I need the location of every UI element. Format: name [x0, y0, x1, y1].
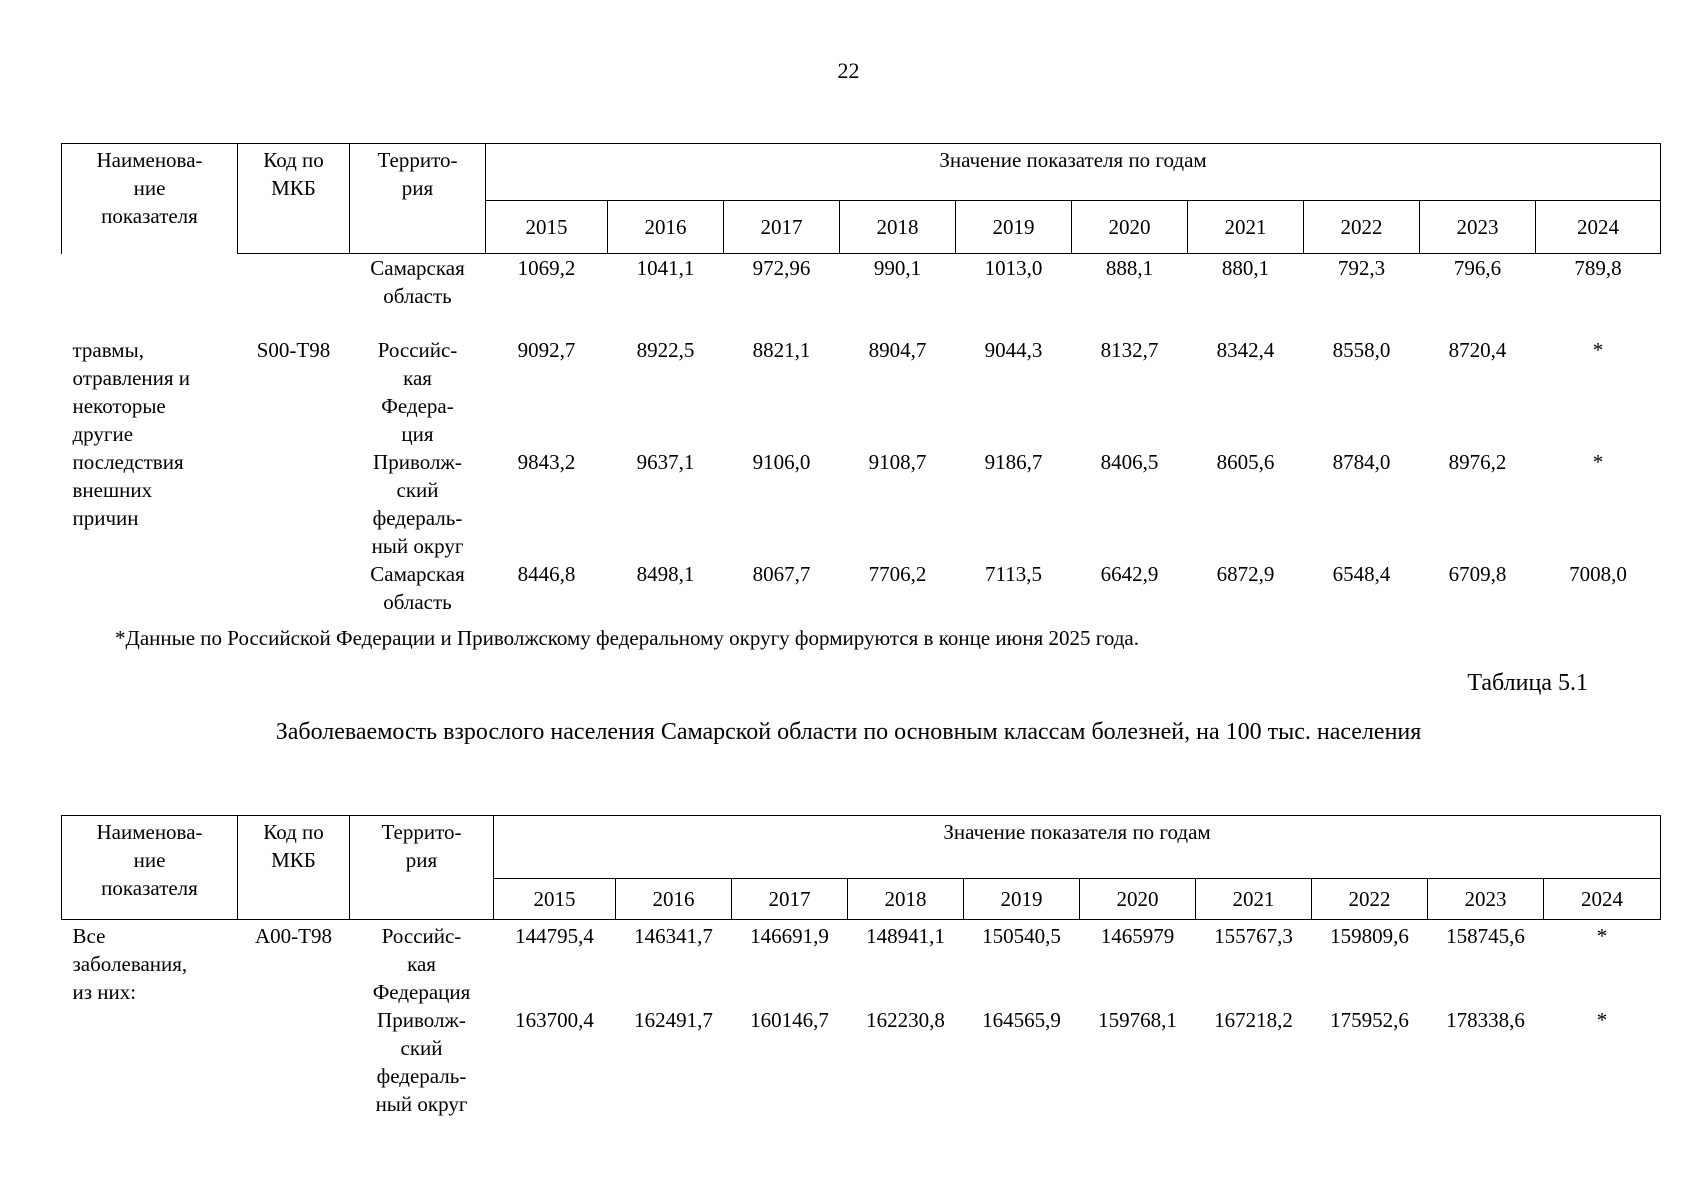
table-number: Таблица 5.1 [1467, 670, 1588, 696]
value-cell: 6548,4 [1332, 561, 1391, 586]
year-header: 2019 [964, 879, 1080, 920]
year-header: 2017 [724, 201, 840, 254]
value-cell: 158745,6 [1446, 924, 1525, 948]
value-cell: 8720,4 [1448, 337, 1507, 362]
year-header: 2021 [1188, 201, 1304, 254]
value-cell: 8498,1 [636, 561, 695, 586]
table-injuries [61, 143, 1661, 616]
value-cell: 162491,7 [634, 1008, 713, 1032]
year-header: 2021 [1196, 879, 1312, 920]
value-cell: 9843,2 [517, 449, 576, 474]
value-cell: 159768,1 [1098, 1008, 1177, 1032]
year-header: 2018 [840, 201, 956, 254]
value-cell: 8605,6 [1216, 449, 1275, 474]
value-cell: 7113,5 [985, 561, 1042, 586]
header-code: Код по МКБ [238, 816, 350, 920]
value-cell: 6642,9 [1100, 561, 1159, 586]
year-header: 2022 [1304, 201, 1420, 254]
value-cell: 148941,1 [866, 924, 945, 948]
year-header: 2024 [1544, 879, 1661, 920]
year-header: 2020 [1072, 201, 1188, 254]
year-header: 2024 [1536, 201, 1661, 254]
value-cell: * [1592, 337, 1604, 362]
header-values-group: Значение показателя по годам [494, 816, 1661, 879]
header-territory: Террито- рия [350, 816, 494, 920]
page-number: 22 [837, 58, 860, 83]
year-header: 2023 [1420, 201, 1536, 254]
value-cell: 9186,7 [984, 449, 1043, 474]
value-cell: 796,6 [1453, 256, 1502, 280]
table-row [62, 336, 1661, 448]
value-cell: 789,8 [1574, 256, 1622, 280]
header-territory: Террито- рия [350, 144, 486, 254]
header-name: Наименова- ние показателя [62, 144, 238, 254]
value-cell: 160146,7 [750, 1008, 829, 1032]
value-cell: 9637,1 [636, 449, 695, 474]
territory-cell: Приволж- ский федераль- ный округ [371, 449, 464, 558]
footnote: *Данные по Российской Федерации и Приволжскому федеральному округу формируются в конце июня 2025 года. [115, 626, 1139, 650]
territory-cell: Российс- кая Федера- ция [377, 337, 458, 446]
year-header: 2016 [616, 879, 732, 920]
value-cell: 164565,9 [982, 1008, 1061, 1032]
value-cell: 8821,1 [752, 337, 811, 362]
value-cell: 8922,5 [636, 337, 695, 362]
year-header: 2016 [608, 201, 724, 254]
header-code: Код по МКБ [238, 144, 350, 254]
table-all-diseases [61, 815, 1661, 1118]
value-cell: 990,1 [873, 256, 922, 280]
value-cell: 7008,0 [1569, 561, 1627, 586]
value-cell: 150540,5 [982, 924, 1061, 948]
year-header: 2015 [494, 879, 616, 920]
year-header: 2018 [848, 879, 964, 920]
territory-cell: Самарская область [370, 561, 465, 614]
value-cell: 9092,7 [517, 337, 576, 362]
value-cell: * [1596, 1008, 1608, 1032]
value-cell: * [1592, 449, 1604, 474]
indicator-name: Все заболевания, из них: [72, 924, 188, 1004]
value-cell: 888,1 [1105, 256, 1154, 280]
value-cell: 1465979 [1100, 924, 1175, 948]
year-header: 2022 [1312, 879, 1428, 920]
table-row [62, 920, 1661, 1007]
value-cell: 792,3 [1337, 256, 1386, 280]
table-row [62, 254, 1661, 336]
value-cell: 1013,0 [984, 256, 1043, 280]
value-cell: 146341,7 [634, 924, 713, 948]
value-cell: 8904,7 [868, 337, 927, 362]
value-cell: 162230,8 [866, 1008, 945, 1032]
territory-cell: Приволж- ский федераль- ный округ [375, 1008, 468, 1116]
value-cell: 9044,3 [984, 337, 1043, 362]
year-header: 2017 [732, 879, 848, 920]
value-cell: 7706,2 [868, 561, 927, 586]
value-cell: 9108,7 [868, 449, 927, 474]
value-cell: 6872,9 [1216, 561, 1275, 586]
value-cell: 8067,7 [752, 561, 811, 586]
value-cell: 144795,4 [515, 924, 594, 948]
year-header: 2015 [486, 201, 608, 254]
value-cell: 6709,8 [1448, 561, 1507, 586]
territory-cell: Самарская область [370, 256, 465, 308]
value-cell: 175952,6 [1330, 1008, 1409, 1032]
territory-cell: Российс- кая Федерация [372, 924, 471, 1004]
value-cell: 155767,3 [1214, 924, 1293, 948]
value-cell: 163700,4 [515, 1008, 594, 1032]
value-cell: 8558,0 [1332, 337, 1391, 362]
year-header: 2020 [1080, 879, 1196, 920]
table-title: Заболеваемость взрослого населения Самарской области по основным классам болезней, на 100 тыс. населения [275, 719, 1422, 745]
value-cell: 178338,6 [1446, 1008, 1525, 1032]
icd-code: S00-T98 [256, 337, 331, 362]
indicator-name: травмы, отравления и некоторые другие последствия внешних причин [72, 337, 191, 530]
header-name: Наименова- ние показателя [62, 816, 238, 920]
value-cell: 9106,0 [752, 449, 811, 474]
year-header: 2023 [1428, 879, 1544, 920]
value-cell: 146691,9 [750, 924, 829, 948]
icd-code: A00-T98 [255, 924, 332, 948]
value-cell: 8446,8 [517, 561, 576, 586]
value-cell: 167218,2 [1214, 1008, 1293, 1032]
value-cell: 972,96 [752, 256, 811, 280]
value-cell: 159809,6 [1330, 924, 1409, 948]
value-cell: 8976,2 [1448, 449, 1507, 474]
year-header: 2019 [956, 201, 1072, 254]
header-values-group: Значение показателя по годам [486, 144, 1661, 201]
value-cell: 1041,1 [636, 256, 695, 280]
value-cell: 8132,7 [1100, 337, 1159, 362]
value-cell: 880,1 [1221, 256, 1270, 280]
value-cell: 8784,0 [1332, 449, 1391, 474]
value-cell: 8342,4 [1216, 337, 1275, 362]
value-cell: * [1596, 924, 1608, 948]
value-cell: 8406,5 [1100, 449, 1159, 474]
value-cell: 1069,2 [517, 256, 576, 280]
